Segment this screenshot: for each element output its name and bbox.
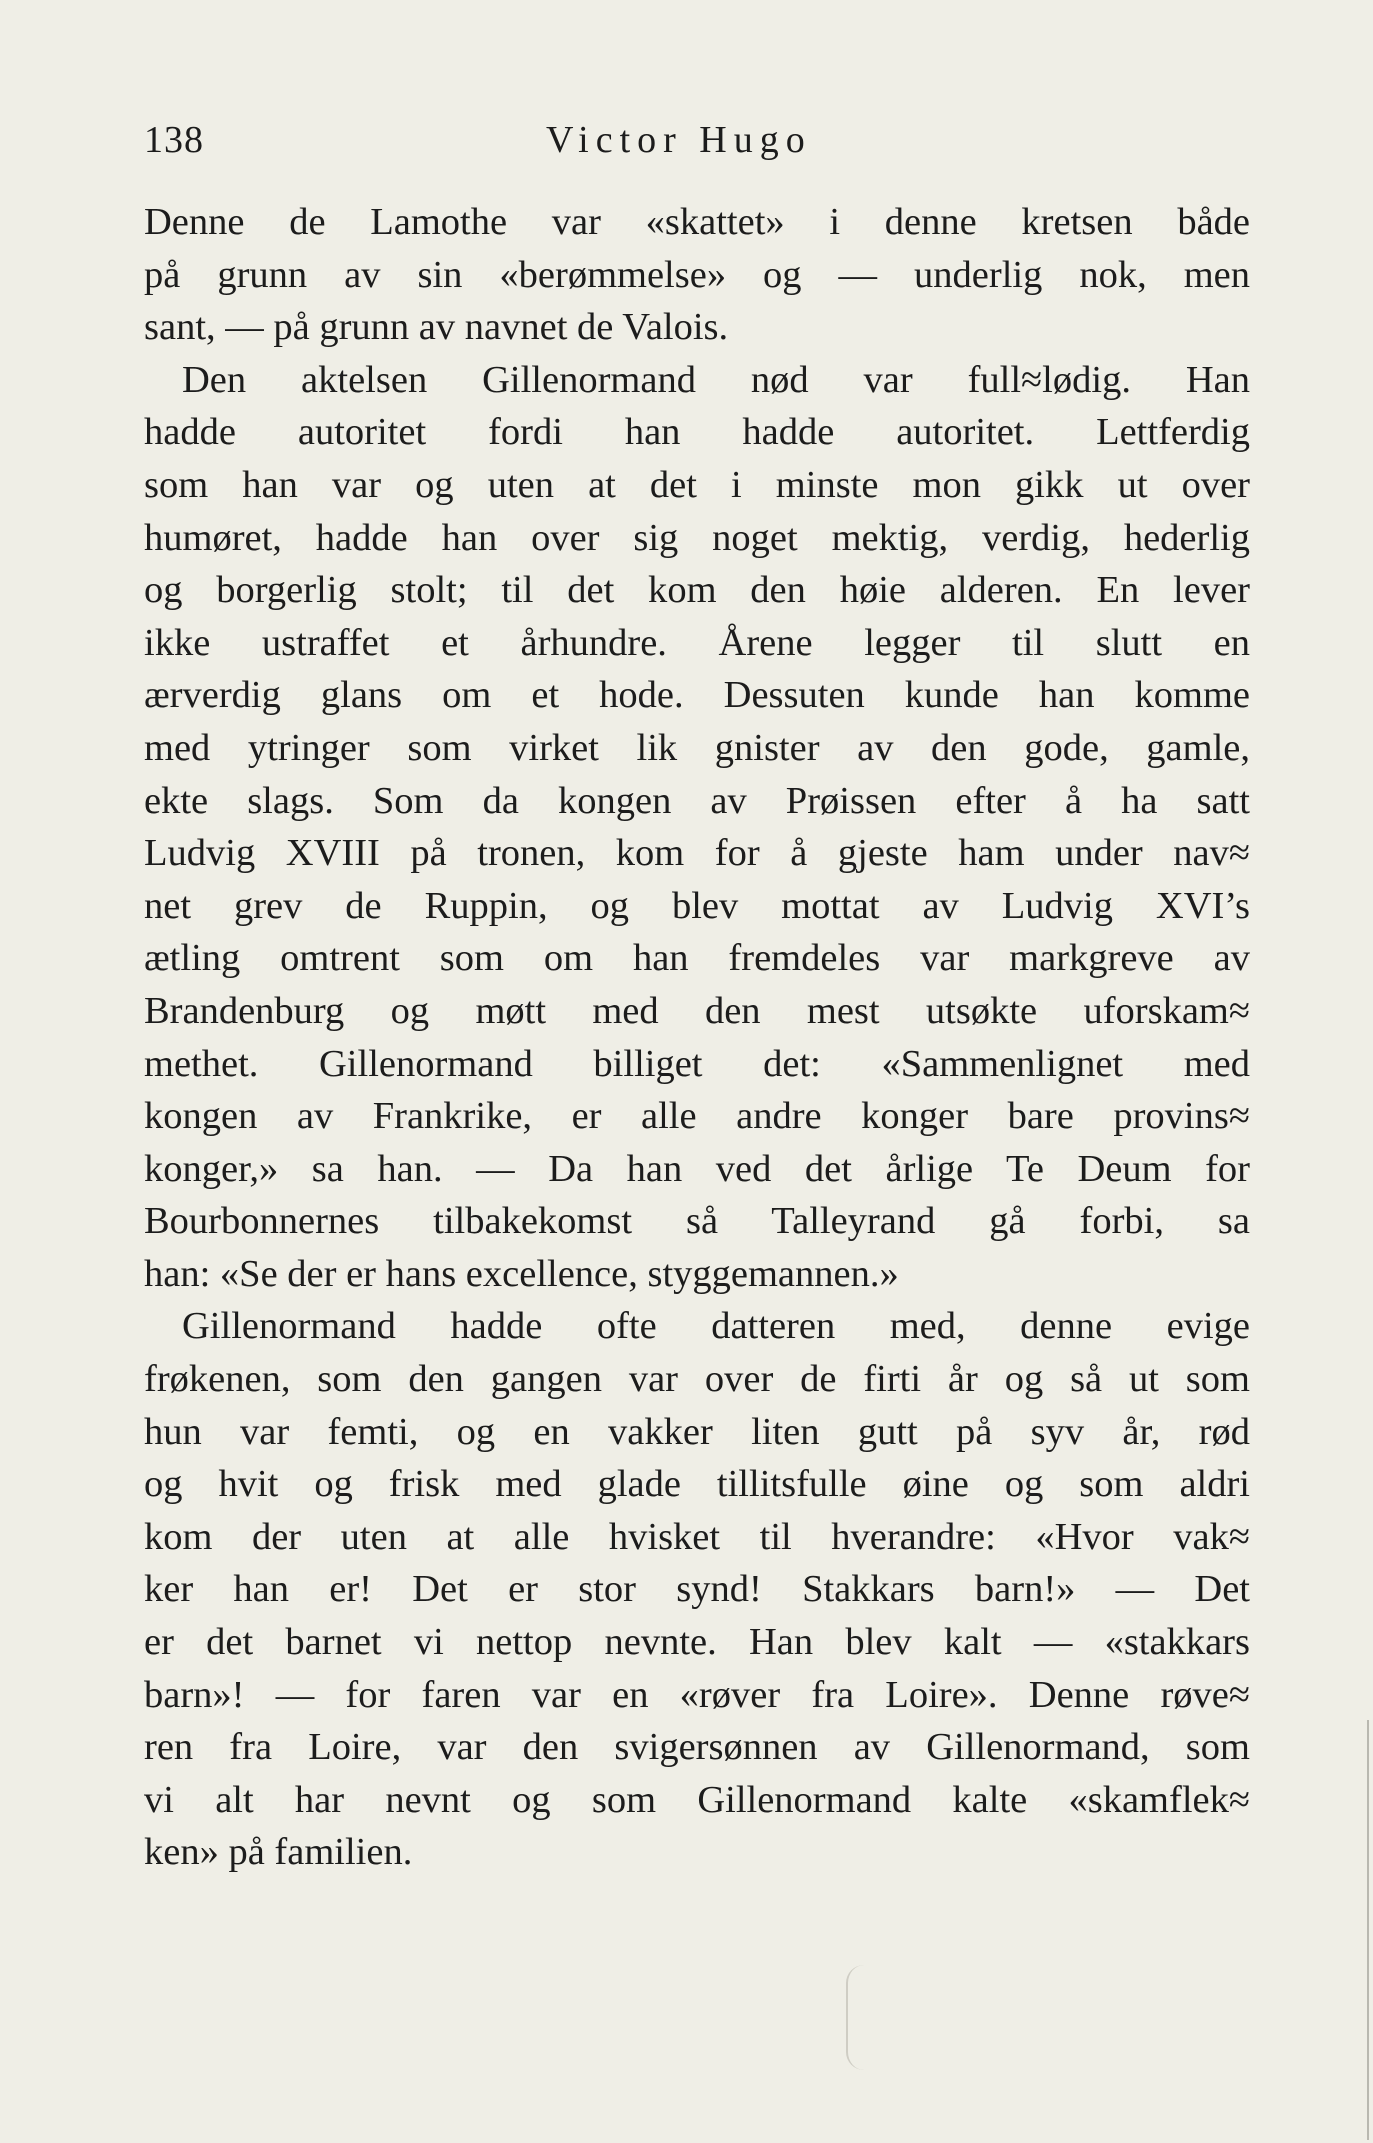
text-line: hadde autoritet fordi han hadde autoritet. Lettferdig [144, 411, 1250, 454]
text-line: net grev de Ruppin, og blev mottat av Ludvig XVI’s [144, 884, 1250, 927]
paragraph-start-line: Gillenormand hadde ofte datteren med, denne evige [182, 1305, 1250, 1348]
text-line: ærverdig glans om et hode. Dessuten kunde han komme [144, 674, 1250, 717]
text-line: vi alt har nevnt og som Gillenormand kalte «skamflek≈ [144, 1778, 1250, 1821]
text-line: med ytringer som virket lik gnister av den gode, gamle, [144, 726, 1250, 769]
text-line: Denne de Lamothe var «skattet» i denne kretsen både [144, 201, 1250, 243]
text-line: Ludvig XVIII på tronen, kom for å gjeste ham under nav≈ [144, 832, 1250, 875]
text-line: sant, — på grunn av navnet de Valois. [144, 306, 729, 349]
text-line: ætling omtrent som om han fremdeles var markgreve av [144, 937, 1250, 980]
text-line: Bourbonnernes tilbakekomst så Talleyrand gå forbi, sa [144, 1200, 1250, 1243]
text-line: ker han er! Det er stor synd! Stakkars barn!» — Det [144, 1568, 1250, 1611]
text-line: Brandenburg og møtt med den mest utsøkte uforskam≈ [144, 989, 1250, 1032]
text-line: ren fra Loire, var den svigersønnen av Gillenormand, som [144, 1726, 1250, 1769]
text-line: og hvit og frisk med glade tillitsfulle øine og som aldri [144, 1463, 1250, 1506]
text-line: methet. Gillenormand billiget det: «Sammenlignet med [144, 1042, 1250, 1085]
body-text [144, 196, 1250, 1879]
text-line: han: «Se der er hans excellence, styggemannen.» [144, 1252, 899, 1295]
text-line: humøret, hadde han over sig noget mektig, verdig, hederlig [144, 516, 1250, 559]
text-line: på grunn av sin «berømmelse» og — underlig nok, men [144, 253, 1250, 296]
text-line: kongen av Frankrike, er alle andre konger bare provins≈ [144, 1095, 1250, 1138]
text-line: er det barnet vi nettop nevnte. Han blev kalt — «stakkars [144, 1621, 1250, 1664]
page-edge-shadow [1367, 1720, 1369, 2140]
text-line: kom der uten at alle hvisket til hverandre: «Hvor vak≈ [144, 1515, 1250, 1558]
text-line: ken» på familien. [144, 1831, 413, 1874]
text-line: ekte slags. Som da kongen av Prøissen efter å ha satt [144, 779, 1250, 822]
scan-artifact [846, 1965, 1248, 2070]
paragraph-start-line: Den aktelsen Gillenormand nød var full≈lødig. Han [182, 358, 1250, 401]
running-title: Victor Hugo [546, 119, 812, 161]
page-header [144, 118, 1250, 168]
text-line: hun var femti, og en vakker liten gutt på syv år, rød [144, 1410, 1250, 1453]
text-line: konger,» sa han. — Da han ved det årlige Te Deum for [144, 1147, 1250, 1190]
text-line: barn»! — for faren var en «røver fra Loire». Denne røve≈ [144, 1673, 1250, 1716]
text-line: som han var og uten at det i minste mon gikk ut over [144, 463, 1250, 506]
text-line: frøkenen, som den gangen var over de firti år og så ut som [144, 1358, 1250, 1401]
page-number: 138 [144, 119, 204, 161]
text-line: ikke ustraffet et århundre. Årene legger til slutt en [144, 621, 1250, 664]
text-line: og borgerlig stolt; til det kom den høie alderen. En lever [144, 569, 1250, 612]
